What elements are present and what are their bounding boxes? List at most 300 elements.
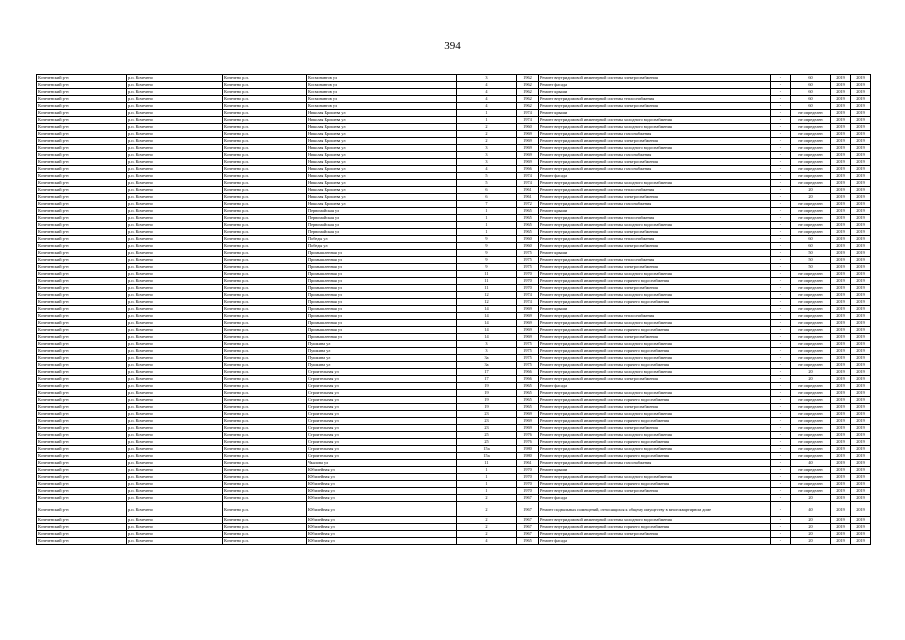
cell-municipality: Кочечено р.п. — [223, 538, 307, 545]
cell-year-end: 2019 — [851, 488, 871, 495]
table-row — [37, 285, 871, 292]
cell-district: Кочеченский р-н — [37, 306, 127, 313]
cell-amount: не определен — [791, 327, 831, 334]
cell-house-number: 11 — [457, 460, 517, 467]
cell-work-type: Ремонт внутридомовой инженерной системы электроснабжения — [539, 103, 771, 110]
cell-municipality: Кочечено р.п. — [223, 194, 307, 201]
cell-street: Строительная ул — [307, 383, 457, 390]
cell-year-end: 2019 — [851, 517, 871, 524]
cell-amount: 20 — [791, 538, 831, 545]
cell-build-year: 1965 — [517, 390, 539, 397]
cell-settlement: р.п. Кочечено — [127, 411, 223, 418]
cell-municipality: Кочечено р.п. — [223, 474, 307, 481]
table-row — [37, 306, 871, 313]
cell-settlement: р.п. Кочечено — [127, 208, 223, 215]
cell-settlement: р.п. Кочечено — [127, 327, 223, 334]
cell-settlement: р.п. Кочечено — [127, 524, 223, 531]
table-row — [37, 481, 871, 488]
cell-municipality: Кочечено р.п. — [223, 166, 307, 173]
cell-house-number: 11 — [457, 285, 517, 292]
cell-build-year: 1970 — [517, 285, 539, 292]
cell-district: Кочеченский р-н — [37, 341, 127, 348]
cell-settlement: р.п. Кочечено — [127, 117, 223, 124]
cell-settlement: р.п. Кочечено — [127, 299, 223, 306]
cell-amount: не определен — [791, 222, 831, 229]
cell-house-number: 12 — [457, 299, 517, 306]
cell-year-start: 2019 — [831, 348, 851, 355]
cell-amount: 20 — [791, 531, 831, 538]
cell-build-year: 1970 — [517, 467, 539, 474]
cell-street: Юбилейная ул — [307, 502, 457, 517]
cell-build-year: 1965 — [517, 215, 539, 222]
cell-district: Кочеченский р-н — [37, 495, 127, 502]
cell-municipality: Кочечено р.п. — [223, 439, 307, 446]
cell-municipality: Кочечено р.п. — [223, 138, 307, 145]
cell-year-end: 2019 — [851, 229, 871, 236]
cell-work-type: Ремонт внутридомовой инженерной системы теплоснабжения — [539, 96, 771, 103]
cell-municipality: Кочечено р.п. — [223, 348, 307, 355]
cell-dash: - — [771, 488, 791, 495]
cell-district: Кочеченский р-н — [37, 334, 127, 341]
cell-house-number: 14 — [457, 334, 517, 341]
page-number: 394 — [444, 40, 461, 52]
cell-work-type: Ремонт внутридомовой инженерной системы холодного водоснабжения — [539, 292, 771, 299]
cell-house-number: 12 — [457, 292, 517, 299]
cell-dash: - — [771, 264, 791, 271]
cell-amount: 20 — [791, 369, 831, 376]
cell-settlement: р.п. Кочечено — [127, 257, 223, 264]
cell-year-end: 2019 — [851, 376, 871, 383]
cell-build-year: 1962 — [517, 82, 539, 89]
cell-amount: не определен — [791, 278, 831, 285]
cell-year-end: 2019 — [851, 355, 871, 362]
cell-amount: не определен — [791, 390, 831, 397]
cell-dash: - — [771, 453, 791, 460]
cell-work-type: Ремонт крыши — [539, 250, 771, 257]
table-row — [37, 222, 871, 229]
table-row — [37, 229, 871, 236]
table-row — [37, 524, 871, 531]
cell-work-type: Ремонт внутридомовой инженерной системы холодного водоснабжения — [539, 369, 771, 376]
cell-year-start: 2019 — [831, 201, 851, 208]
cell-house-number: 15а — [457, 453, 517, 460]
cell-year-start: 2019 — [831, 145, 851, 152]
cell-house-number: 4 — [457, 166, 517, 173]
cell-municipality: Кочечено р.п. — [223, 524, 307, 531]
cell-dash: - — [771, 173, 791, 180]
cell-work-type: Ремонт подвальных помещений, относящихся к общему имуществу в многоквартирном доме — [539, 502, 771, 517]
cell-work-type: Ремонт внутридомовой инженерной системы горячего водоснабжения — [539, 278, 771, 285]
cell-street: Юбилейная ул — [307, 481, 457, 488]
cell-settlement: р.п. Кочечено — [127, 376, 223, 383]
table-row — [37, 502, 871, 517]
cell-amount: не определен — [791, 117, 831, 124]
table-row — [37, 334, 871, 341]
cell-house-number: 14 — [457, 320, 517, 327]
cell-work-type: Ремонт внутридомовой инженерной системы газоснабжения — [539, 152, 771, 159]
cell-year-start: 2019 — [831, 285, 851, 292]
cell-street: Космонавтов ул — [307, 75, 457, 82]
cell-year-start: 2019 — [831, 355, 851, 362]
table-row — [37, 517, 871, 524]
cell-municipality: Кочечено р.п. — [223, 355, 307, 362]
cell-municipality: Кочечено р.п. — [223, 362, 307, 369]
cell-house-number: 15а — [457, 446, 517, 453]
cell-dash: - — [771, 103, 791, 110]
cell-dash: - — [771, 355, 791, 362]
cell-district: Кочеченский р-н — [37, 524, 127, 531]
cell-build-year: 1969 — [517, 306, 539, 313]
cell-build-year: 1969 — [517, 411, 539, 418]
cell-build-year: 1969 — [517, 334, 539, 341]
cell-work-type: Ремонт внутридомовой инженерной системы холодного водоснабжения — [539, 222, 771, 229]
cell-build-year: 1969 — [517, 131, 539, 138]
cell-dash: - — [771, 243, 791, 250]
cell-municipality: Кочечено р.п. — [223, 271, 307, 278]
table-row — [37, 320, 871, 327]
cell-house-number: 7 — [457, 201, 517, 208]
cell-work-type: Ремонт внутридомовой инженерной системы холодного водоснабжения — [539, 124, 771, 131]
cell-settlement: р.п. Кочечено — [127, 439, 223, 446]
cell-amount: не определен — [791, 201, 831, 208]
cell-street: Николая Брошева ул — [307, 124, 457, 131]
cell-dash: - — [771, 236, 791, 243]
cell-build-year: 1969 — [517, 145, 539, 152]
cell-settlement: р.п. Кочечено — [127, 229, 223, 236]
cell-house-number: 3 — [457, 348, 517, 355]
cell-year-end: 2019 — [851, 362, 871, 369]
cell-year-start: 2019 — [831, 75, 851, 82]
cell-house-number: 19 — [457, 397, 517, 404]
table-row — [37, 341, 871, 348]
cell-street: Промышленная ул — [307, 264, 457, 271]
cell-house-number: 2 — [457, 131, 517, 138]
cell-year-end: 2019 — [851, 250, 871, 257]
table-row — [37, 453, 871, 460]
cell-year-start: 2019 — [831, 187, 851, 194]
cell-settlement: р.п. Кочечено — [127, 467, 223, 474]
table-row — [37, 145, 871, 152]
cell-year-end: 2019 — [851, 236, 871, 243]
cell-street: Николая Брошева ул — [307, 201, 457, 208]
cell-year-start: 2019 — [831, 369, 851, 376]
cell-district: Кочеченский р-н — [37, 201, 127, 208]
cell-work-type: Ремонт внутридомовой инженерной системы холодного водоснабжения — [539, 271, 771, 278]
cell-amount: не определен — [791, 292, 831, 299]
cell-amount: не определен — [791, 411, 831, 418]
cell-build-year: 1961 — [517, 194, 539, 201]
cell-work-type: Ремонт внутридомовой инженерной системы горячего водоснабжения — [539, 397, 771, 404]
cell-municipality: Кочечено р.п. — [223, 250, 307, 257]
cell-amount: не определен — [791, 453, 831, 460]
table-row — [37, 257, 871, 264]
cell-amount: не определен — [791, 124, 831, 131]
cell-build-year: 1975 — [517, 250, 539, 257]
cell-amount: не определен — [791, 138, 831, 145]
cell-amount: не определен — [791, 418, 831, 425]
table-row — [37, 446, 871, 453]
table-row — [37, 299, 871, 306]
cell-work-type: Ремонт фасада — [539, 383, 771, 390]
cell-year-start: 2019 — [831, 264, 851, 271]
table-row — [37, 236, 871, 243]
table-row — [37, 439, 871, 446]
cell-street: Промышленная ул — [307, 250, 457, 257]
cell-dash: - — [771, 531, 791, 538]
cell-district: Кочеченский р-н — [37, 327, 127, 334]
table-row — [37, 194, 871, 201]
table-row — [37, 243, 871, 250]
table-row — [37, 397, 871, 404]
cell-municipality: Кочечено р.п. — [223, 460, 307, 467]
cell-street: Победы ул — [307, 236, 457, 243]
cell-dash: - — [771, 201, 791, 208]
cell-district: Кочеченский р-н — [37, 131, 127, 138]
cell-dash: - — [771, 89, 791, 96]
cell-house-number: 19 — [457, 390, 517, 397]
cell-year-end: 2019 — [851, 439, 871, 446]
cell-dash: - — [771, 145, 791, 152]
cell-build-year: 1965 — [517, 538, 539, 545]
cell-settlement: р.п. Кочечено — [127, 271, 223, 278]
cell-district: Кочеченский р-н — [37, 320, 127, 327]
cell-street: Промышленная ул — [307, 334, 457, 341]
cell-house-number: 1 — [457, 117, 517, 124]
cell-municipality: Кочечено р.п. — [223, 236, 307, 243]
cell-street: Космонавтов ул — [307, 82, 457, 89]
cell-work-type: Ремонт внутридомовой инженерной системы электроснабжения — [539, 194, 771, 201]
cell-street: Промышленная ул — [307, 313, 457, 320]
cell-dash: - — [771, 327, 791, 334]
cell-amount: 20 — [791, 194, 831, 201]
table-row — [37, 124, 871, 131]
cell-settlement: р.п. Кочечено — [127, 215, 223, 222]
cell-year-start: 2019 — [831, 538, 851, 545]
cell-dash: - — [771, 124, 791, 131]
cell-dash: - — [771, 538, 791, 545]
cell-street: Николая Брошева ул — [307, 138, 457, 145]
cell-municipality: Кочечено р.п. — [223, 390, 307, 397]
cell-dash: - — [771, 313, 791, 320]
cell-build-year: 1969 — [517, 313, 539, 320]
cell-year-start: 2019 — [831, 250, 851, 257]
cell-year-start: 2019 — [831, 278, 851, 285]
cell-year-end: 2019 — [851, 481, 871, 488]
cell-street: Строительная ул — [307, 390, 457, 397]
cell-year-end: 2019 — [851, 334, 871, 341]
cell-amount: не определен — [791, 208, 831, 215]
cell-municipality: Кочечено р.п. — [223, 145, 307, 152]
cell-amount: не определен — [791, 285, 831, 292]
cell-work-type: Ремонт внутридомовой инженерной системы электроснабжения — [539, 285, 771, 292]
cell-dash: - — [771, 397, 791, 404]
cell-year-end: 2019 — [851, 285, 871, 292]
cell-dash: - — [771, 404, 791, 411]
cell-work-type: Ремонт внутридомовой инженерной системы теплоснабжения — [539, 236, 771, 243]
table-row — [37, 460, 871, 467]
cell-work-type: Ремонт внутридомовой инженерной системы горячего водоснабжения — [539, 439, 771, 446]
cell-dash: - — [771, 425, 791, 432]
cell-dash: - — [771, 383, 791, 390]
cell-amount: 60 — [791, 82, 831, 89]
cell-settlement: р.п. Кочечено — [127, 285, 223, 292]
cell-district: Кочеченский р-н — [37, 194, 127, 201]
cell-dash: - — [771, 432, 791, 439]
cell-district: Кочеченский р-н — [37, 376, 127, 383]
cell-year-start: 2019 — [831, 96, 851, 103]
cell-build-year: 1970 — [517, 474, 539, 481]
cell-house-number: 4 — [457, 89, 517, 96]
cell-municipality: Кочечено р.п. — [223, 89, 307, 96]
cell-amount: не определен — [791, 180, 831, 187]
cell-year-end: 2019 — [851, 460, 871, 467]
cell-year-end: 2019 — [851, 320, 871, 327]
cell-year-start: 2019 — [831, 502, 851, 517]
cell-build-year: 1974 — [517, 110, 539, 117]
cell-amount: не определен — [791, 481, 831, 488]
cell-year-start: 2019 — [831, 488, 851, 495]
cell-year-start: 2019 — [831, 299, 851, 306]
cell-settlement: р.п. Кочечено — [127, 103, 223, 110]
cell-amount: не определен — [791, 355, 831, 362]
cell-municipality: Кочечено р.п. — [223, 502, 307, 517]
cell-street: Николая Брошева ул — [307, 187, 457, 194]
cell-street: Николая Брошева ул — [307, 173, 457, 180]
cell-build-year: 1960 — [517, 124, 539, 131]
cell-build-year: 1969 — [517, 327, 539, 334]
cell-municipality: Кочечено р.п. — [223, 264, 307, 271]
cell-work-type: Ремонт внутридомовой инженерной системы горячего водоснабжения — [539, 481, 771, 488]
table-row — [37, 376, 871, 383]
cell-work-type: Ремонт внутридомовой инженерной системы электроснабжения — [539, 138, 771, 145]
cell-house-number: 1 — [457, 467, 517, 474]
cell-work-type: Ремонт внутридомовой инженерной системы электроснабжения — [539, 404, 771, 411]
cell-work-type: Ремонт внутридомовой инженерной системы газоснабжения — [539, 460, 771, 467]
cell-build-year: 1967 — [517, 524, 539, 531]
cell-municipality: Кочечено р.п. — [223, 110, 307, 117]
cell-settlement: р.п. Кочечено — [127, 131, 223, 138]
cell-build-year: 1965 — [517, 208, 539, 215]
cell-year-end: 2019 — [851, 89, 871, 96]
cell-work-type: Ремонт крыши — [539, 89, 771, 96]
cell-street: Промышленная ул — [307, 278, 457, 285]
cell-settlement: р.п. Кочечено — [127, 495, 223, 502]
table-row — [37, 173, 871, 180]
cell-municipality: Кочечено р.п. — [223, 124, 307, 131]
cell-build-year: 1974 — [517, 299, 539, 306]
cell-work-type: Ремонт внутридомовой инженерной системы горячего водоснабжения — [539, 299, 771, 306]
cell-district: Кочеченский р-н — [37, 159, 127, 166]
cell-year-end: 2019 — [851, 341, 871, 348]
cell-amount: не определен — [791, 488, 831, 495]
cell-district: Кочеченский р-н — [37, 124, 127, 131]
cell-street: Николая Брошева ул — [307, 166, 457, 173]
cell-municipality: Кочечено р.п. — [223, 208, 307, 215]
cell-municipality: Кочечено р.п. — [223, 222, 307, 229]
cell-settlement: р.п. Кочечено — [127, 460, 223, 467]
cell-district: Кочеченский р-н — [37, 138, 127, 145]
cell-build-year: 1962 — [517, 75, 539, 82]
cell-house-number: 3а — [457, 362, 517, 369]
cell-year-end: 2019 — [851, 411, 871, 418]
table-row — [37, 418, 871, 425]
cell-year-end: 2019 — [851, 446, 871, 453]
cell-work-type: Ремонт внутридомовой инженерной системы теплоснабжения — [539, 187, 771, 194]
cell-street: Николая Брошева ул — [307, 152, 457, 159]
cell-build-year: 1961 — [517, 187, 539, 194]
cell-year-end: 2019 — [851, 75, 871, 82]
cell-settlement: р.п. Кочечено — [127, 194, 223, 201]
cell-dash: - — [771, 131, 791, 138]
table-row — [37, 89, 871, 96]
cell-year-end: 2019 — [851, 467, 871, 474]
cell-house-number: 1 — [457, 215, 517, 222]
cell-settlement: р.п. Кочечено — [127, 362, 223, 369]
cell-house-number: 23 — [457, 411, 517, 418]
cell-district: Кочеченский р-н — [37, 180, 127, 187]
cell-year-start: 2019 — [831, 327, 851, 334]
cell-amount: не определен — [791, 383, 831, 390]
cell-build-year: 1967 — [517, 517, 539, 524]
cell-build-year: 1975 — [517, 257, 539, 264]
cell-street: Пушкина ул — [307, 341, 457, 348]
cell-street: Космонавтов ул — [307, 103, 457, 110]
cell-work-type: Ремонт внутридомовой инженерной системы холодного водоснабжения — [539, 517, 771, 524]
cell-street: Строительная ул — [307, 425, 457, 432]
cell-work-type: Ремонт внутридомовой инженерной системы электроснабжения — [539, 488, 771, 495]
cell-district: Кочеченский р-н — [37, 208, 127, 215]
cell-municipality: Кочечено р.п. — [223, 96, 307, 103]
cell-house-number: 23 — [457, 425, 517, 432]
table-row — [37, 131, 871, 138]
cell-build-year: 1980 — [517, 446, 539, 453]
cell-amount: 40 — [791, 502, 831, 517]
cell-year-start: 2019 — [831, 110, 851, 117]
cell-amount: 20 — [791, 187, 831, 194]
cell-district: Кочеченский р-н — [37, 418, 127, 425]
cell-year-end: 2019 — [851, 425, 871, 432]
cell-year-end: 2019 — [851, 369, 871, 376]
cell-municipality: Кочечено р.п. — [223, 243, 307, 250]
cell-district: Кочеченский р-н — [37, 474, 127, 481]
cell-year-end: 2019 — [851, 201, 871, 208]
cell-work-type: Ремонт фасада — [539, 495, 771, 502]
cell-work-type: Ремонт крыши — [539, 306, 771, 313]
cell-amount: 60 — [791, 89, 831, 96]
table-row — [37, 390, 871, 397]
cell-dash: - — [771, 348, 791, 355]
cell-municipality: Кочечено р.п. — [223, 278, 307, 285]
cell-settlement: р.п. Кочечено — [127, 474, 223, 481]
cell-settlement: р.п. Кочечено — [127, 397, 223, 404]
cell-build-year: 1975 — [517, 362, 539, 369]
cell-municipality: Кочечено р.п. — [223, 82, 307, 89]
cell-municipality: Кочечено р.п. — [223, 432, 307, 439]
cell-house-number: 14 — [457, 327, 517, 334]
cell-district: Кочеченский р-н — [37, 369, 127, 376]
table-row — [37, 531, 871, 538]
cell-dash: - — [771, 390, 791, 397]
cell-settlement: р.п. Кочечено — [127, 341, 223, 348]
table-row — [37, 215, 871, 222]
table-row — [37, 411, 871, 418]
cell-dash: - — [771, 159, 791, 166]
table-row — [37, 201, 871, 208]
cell-build-year: 1965 — [517, 229, 539, 236]
cell-district: Кочеченский р-н — [37, 271, 127, 278]
cell-house-number: 2 — [457, 502, 517, 517]
cell-work-type: Ремонт внутридомовой инженерной системы электроснабжения — [539, 531, 771, 538]
